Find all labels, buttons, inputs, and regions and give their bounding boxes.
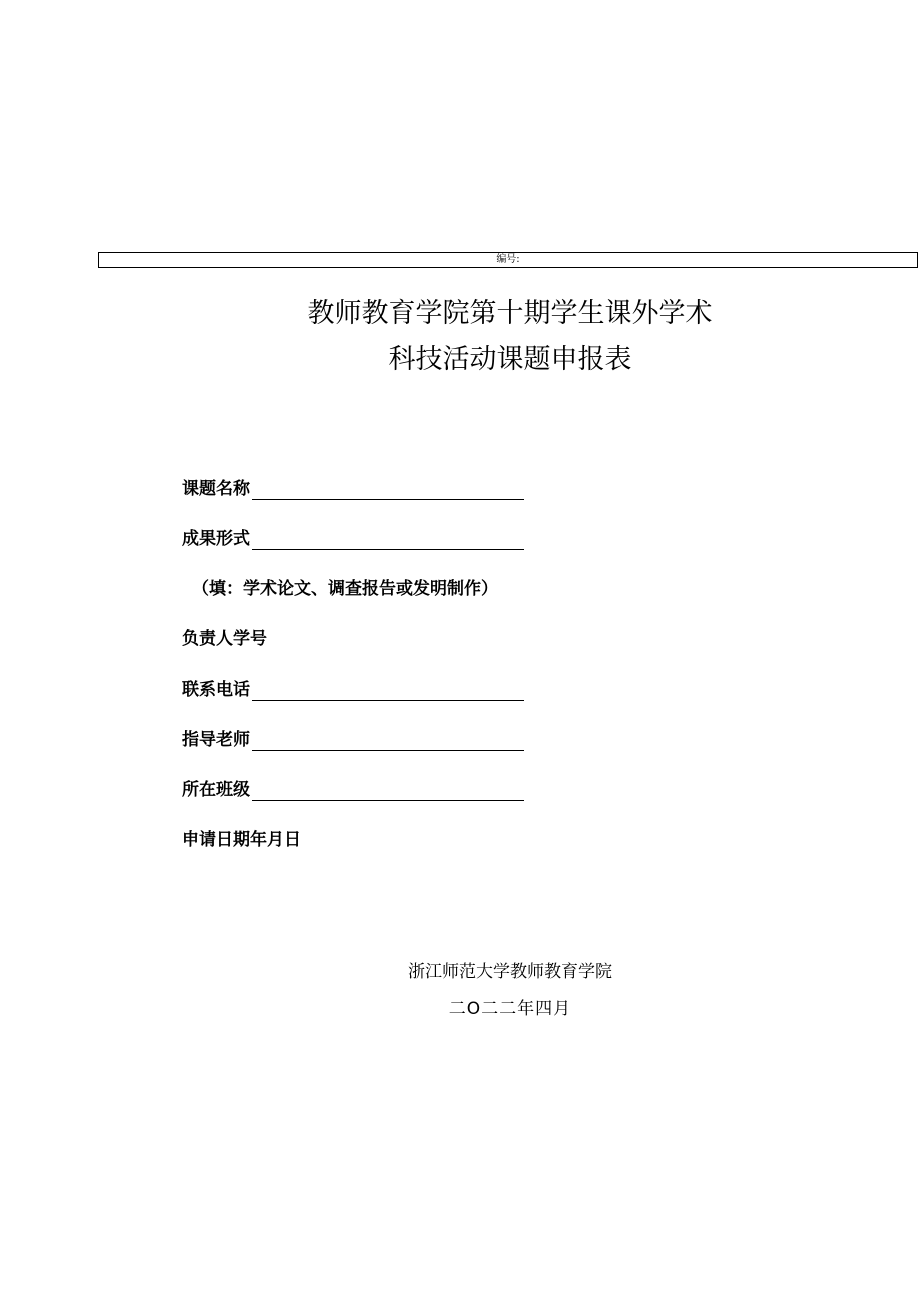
field-advisor-label: 指导老师 [182, 730, 250, 750]
field-class-label: 所在班级 [182, 780, 250, 800]
field-result-form-label: 成果形式 [182, 529, 250, 549]
field-apply-date-label: 申请日期年月日 [182, 830, 301, 850]
field-phone [182, 679, 524, 701]
field-leader-id-label: 负责人学号 [182, 629, 267, 649]
field-topic-name [182, 478, 524, 500]
field-result-form-blank[interactable] [252, 529, 524, 550]
form-title-line-2: 科技活动课题申报表 [388, 344, 632, 375]
field-class [182, 779, 524, 801]
field-phone-label: 联系电话 [182, 680, 250, 700]
field-topic-name-label: 课题名称 [182, 479, 250, 499]
field-apply-date [182, 829, 301, 851]
field-advisor-blank[interactable] [252, 730, 524, 751]
serial-number-label: 编号: [496, 254, 520, 265]
field-phone-blank[interactable] [252, 680, 524, 701]
field-topic-name-blank[interactable] [252, 479, 524, 500]
footer-date: 二O二二年四月 [448, 999, 572, 1019]
result-form-note: （填：学术论文、调查报告或发明制作） [192, 579, 498, 599]
field-result-form [182, 528, 524, 550]
field-leader-id [182, 628, 267, 650]
footer-institution: 浙江师范大学教师教育学院 [408, 962, 612, 982]
field-class-blank[interactable] [252, 780, 524, 801]
serial-number-box [98, 252, 918, 268]
field-advisor [182, 729, 524, 751]
form-title-line-1: 教师教育学院第十期学生课外学术 [307, 298, 713, 329]
